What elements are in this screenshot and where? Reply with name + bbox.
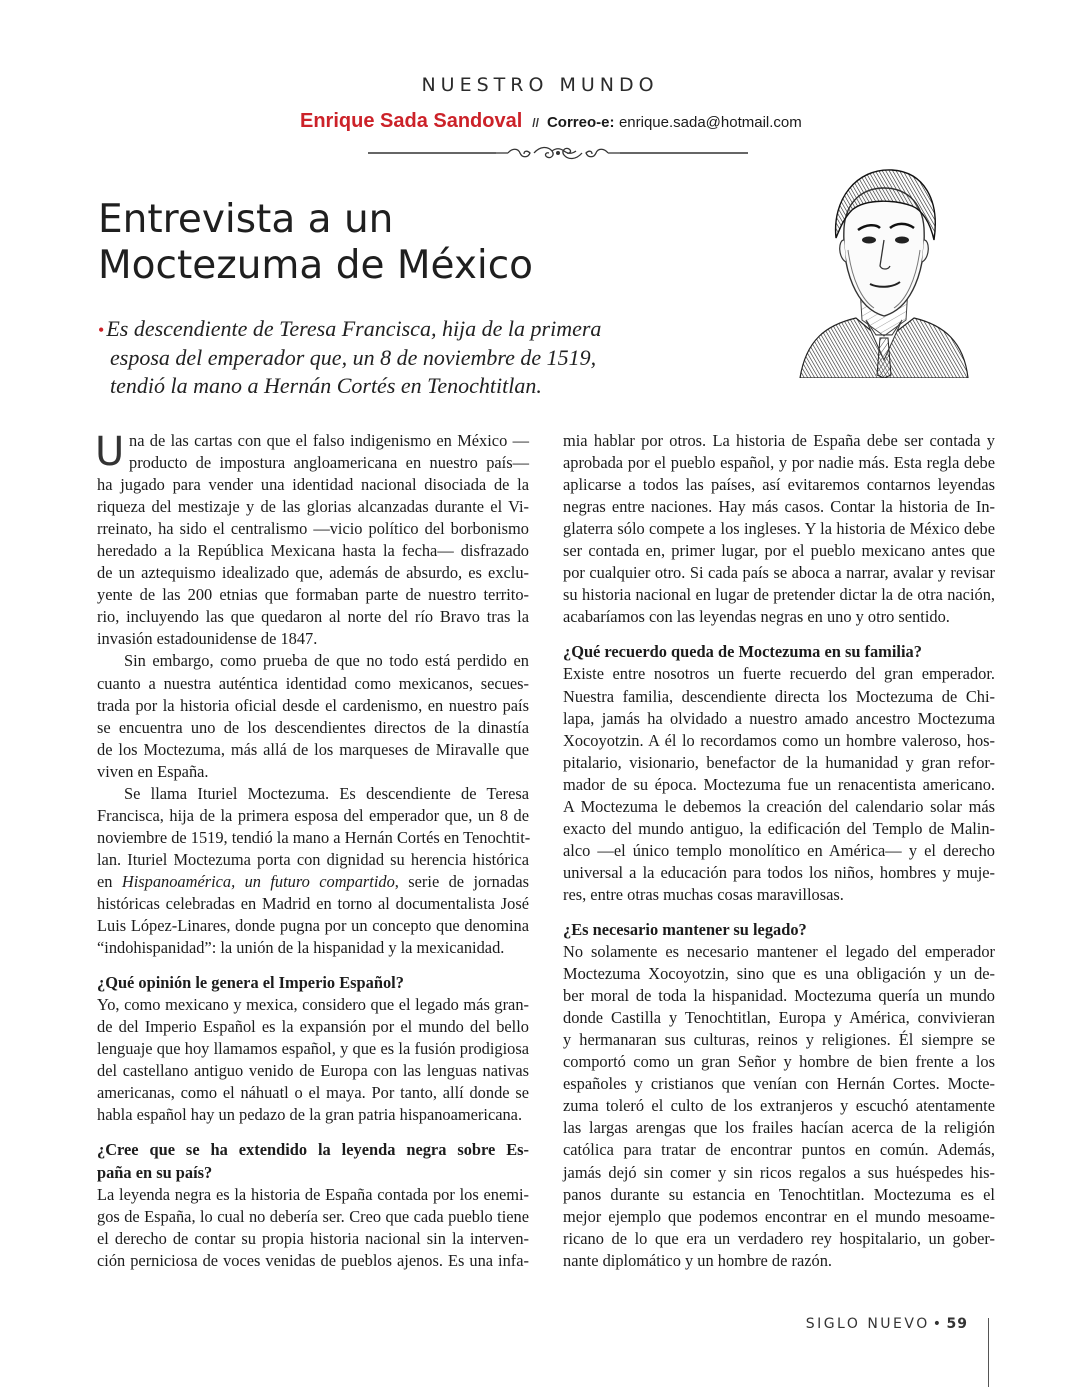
text-line: ser contada en, primer lugar, por el pueblo mexicano antes que (563, 541, 995, 561)
text-line: trada por la historia oficial desde el cardenismo, en nuestro país (97, 695, 529, 715)
footer-bullet: • (932, 1316, 944, 1332)
text-line: por cualquier otro. Si cada país se aboca a narrar, avalar y revisar (563, 563, 995, 583)
text-line: donde Castilla y Tenochtitlan, Europa y América, convivieran (563, 1008, 995, 1028)
drop-cap: U (95, 429, 125, 475)
text-line: se encuentra uno de los descendientes directos de la dinastía (97, 717, 529, 737)
text-line: mejor ejemplo que podemos encontrar en el mundo mesoame- (563, 1206, 995, 1226)
text-line: Se llama Ituriel Moctezuma. Es descendiente de Teresa (124, 783, 529, 803)
opening-paragraph (97, 430, 529, 650)
text-line: aplicarse a todos las países, así evitaremos contarnos leyendas (563, 475, 995, 495)
text-line: invasión estadounidense de 1847. (97, 629, 318, 649)
author-name: Enrique Sada Sandoval (300, 110, 523, 132)
question-heading: ¿Cree que se ha extendido la leyenda negra sobre Es- (97, 1140, 529, 1160)
headline-line-2: Moctezuma de México (98, 243, 534, 288)
text-line: viven en España. (97, 761, 209, 781)
text-line: católica para tratar de encontrar puntos en común. Además, (563, 1140, 995, 1160)
text-line: cuanto a nuestra auténtica identidad como mexicanos, secues- (97, 673, 529, 693)
text-line: jamás dejó sin comer y sin ricos regalos a sus huéspedes his- (563, 1162, 995, 1182)
text-line: habla español hay un pedazo de la gran patria hispanoamericana. (97, 1105, 523, 1125)
text-line: Xocoyotzin. A él lo recordamos como un hombre valeroso, hos- (563, 730, 995, 750)
article-lede (98, 315, 658, 400)
text-line: yente de las 200 etnias que formaban parte de nuestro territo- (97, 585, 529, 605)
text-line (97, 871, 529, 893)
author-email[interactable]: enrique.sada@hotmail.com (618, 114, 802, 131)
text-line: lenguaje que hoy llamamos español, y que es la fusión prodigiosa (97, 1039, 529, 1059)
text-line: Francisca, hija de la primera esposa del emperador que, un 8 de (97, 805, 529, 825)
scroll-divider-icon (368, 143, 748, 163)
page-number: 59 (946, 1316, 968, 1332)
question-heading: ¿Qué opinión le genera el Imperio Español? (97, 973, 404, 993)
byline (300, 110, 860, 133)
footer-divider (988, 1318, 989, 1387)
byline-separator: // (532, 116, 539, 130)
portrait-illustration-icon (796, 160, 972, 378)
text-line: No solamente es necesario mantener el legado del emperador (563, 942, 995, 962)
lede-line-2: esposa del emperador que, un 8 de noviembre de 1519, (110, 345, 597, 370)
text-line: lapa, jamás ha olvidado a nuestro amado ancestro Moctezuma (563, 708, 995, 728)
text-line: lan. Ituriel Moctezuma porta con dignidad su herencia histórica (97, 849, 529, 869)
text-line: el derecho de contar su propia historia nacional sin la interven- (97, 1228, 529, 1248)
lede-bullet: • (98, 320, 105, 340)
article-column-left (97, 430, 529, 1272)
text-line: gos de España, lo cual no debería ser. Creo que cada pueblo tiene (97, 1206, 529, 1226)
text-line: ricano de lo que era un verdadero rey hospitalario, un gober- (563, 1228, 995, 1248)
text-line: las largas arengas que los frailes hacían acerca de la religión (563, 1118, 995, 1138)
text-line: rreinato, ha sido el centralismo —vicio político del borbonismo (97, 519, 529, 539)
text-line: nante diplomático y un hombre de razón. (563, 1250, 832, 1270)
email-label: Correo-e: (546, 114, 615, 131)
text-line: noviembre de 1519, tendió la mano a Hernán Cortés en Tenochtit- (97, 827, 531, 847)
text-line: exacto del mundo antiguo, la edificación del Templo de Malin- (563, 818, 995, 838)
text-line: mia hablar por otros. La historia de España debe ser contada y (563, 431, 995, 450)
text-line: na de las cartas con que el falso indigenismo en México — (129, 431, 529, 450)
text-line: Yo, como mexicano y mexica, considero que el legado más gran- (97, 995, 529, 1015)
text-line: glaterra sólo compete a los ingleses. Y la historia de México debe (563, 519, 995, 539)
text-line: históricas celebradas en Madrid en torno al documentalista José (97, 893, 529, 913)
text-line: comportó como un gran Señor y hombre de bien frente a los (563, 1052, 995, 1072)
text-line: de los Moctezuma, más allá de los marqueses de Miravalle que (97, 739, 529, 759)
text-line: ber moral de toda la hispanidad. Moctezuma quería un mundo (563, 986, 995, 1006)
text-line: aprobada por el pueblo español, y por nadie más. Esta regla debe (563, 453, 995, 473)
text-line: Sin embargo, como prueba de que no todo está perdido en (124, 651, 529, 671)
headline-line-1: Entrevista a un (98, 197, 394, 242)
text-line: su historia nacional en lugar de pretender dictar la de otra nación, (563, 585, 995, 605)
text-line: mador de su época. Moctezuma fue un renacentista americano. (563, 774, 995, 794)
text-line: pitalario, visionario, benefactor de la humanidad y gran refor- (563, 752, 995, 772)
text-line: americanas, como el náhuatl o el maya. Por tanto, allí donde se (97, 1083, 529, 1103)
text-line: Luis López-Linares, donde pugna por un concepto que denomina (97, 916, 529, 936)
text-line: heredado a la República Mexicana hasta la fecha— disfrazado (97, 541, 529, 561)
text-line: universal a la educación para todos los niños, hombres y muje- (563, 862, 995, 882)
text-line: de del Imperio Español es la expansión por el mundo del bello (97, 1017, 529, 1037)
lede-line-1: Es descendiente de Teresa Francisca, hija de la primera (106, 316, 602, 341)
section-title: NUESTRO MUNDO (421, 74, 659, 96)
text-line: y hermanaran sus culturas, reinos y religiones. Él siempre se (563, 1030, 995, 1050)
text-line: riqueza del mestizaje y de las glorias alcanzadas durante el Vi- (97, 497, 529, 517)
text-line: ción perniciosa de voces venidas de pueblos ajenos. Es una infa- (97, 1250, 529, 1270)
text-fragment: , serie de jornadas (394, 871, 529, 891)
article-column-right (563, 430, 995, 1272)
text-line: negras entre naciones. Hay más casos. Contar la historia de In- (563, 497, 995, 517)
text-line: Existe entre nosotros un fuerte recuerdo del gran emperador. (563, 664, 995, 684)
text-line: ha jugado para vender una identidad nacional disociada de la (97, 475, 529, 495)
magazine-name: SIGLO NUEVO (805, 1316, 930, 1332)
page-footer (806, 1316, 968, 1332)
text-line: rio, incluyendo las que quedaron al norte del río Bravo tras la (97, 607, 529, 627)
text-line: A Moctezuma le debemos la creación del calendario solar más (563, 796, 995, 816)
question-heading: ¿Qué recuerdo queda de Moctezuma en su familia? (563, 642, 922, 662)
text-line: Moctezuma Xocoyotzin, sino que es una obligación y un de- (563, 964, 995, 984)
text-fragment: en (97, 871, 122, 891)
text-line: del castellano antiguo venido de Europa con las lenguas nativas (97, 1061, 529, 1081)
lede-line-3: tendió la mano a Hernán Cortés en Tenochtitlan. (110, 373, 542, 398)
event-title: Hispanoamérica, un futuro compartido (121, 871, 395, 891)
question-heading: paña en su país? (97, 1162, 213, 1182)
text-line: alco —el único templo monolítico en América— y el derecho (563, 840, 995, 860)
text-line: res, entre otras muchas cosas maravillosas. (563, 884, 844, 904)
text-line: “indohispanidad”: la unión de la hispanidad y la mexicanidad. (97, 938, 505, 958)
text-line: La leyenda negra es la historia de España contada por los enemi- (97, 1184, 529, 1204)
text-line: Nuestra familia, descendiente directa los Moctezuma de Chi- (563, 686, 995, 706)
text-line: panos durante su estancia en Tenochtitlan. Moctezuma es el (563, 1184, 995, 1204)
text-line: acabaríamos con las leyendas negras en uno y otro sentido. (563, 607, 950, 627)
article-headline (98, 197, 533, 289)
text-line: españoles y cristianos que venían con Hernán Cortes. Mocte- (563, 1074, 995, 1094)
text-line: producto de impostura angloamericana en nuestro país— (129, 453, 529, 473)
text-line: zuma toleró el culto de los extranjeros y escuchó atentamente (563, 1096, 995, 1116)
question-heading: ¿Es necesario mantener su legado? (563, 919, 807, 939)
text-line: de un aztequismo idealizado que, además de absurdo, es exclu- (97, 563, 529, 583)
